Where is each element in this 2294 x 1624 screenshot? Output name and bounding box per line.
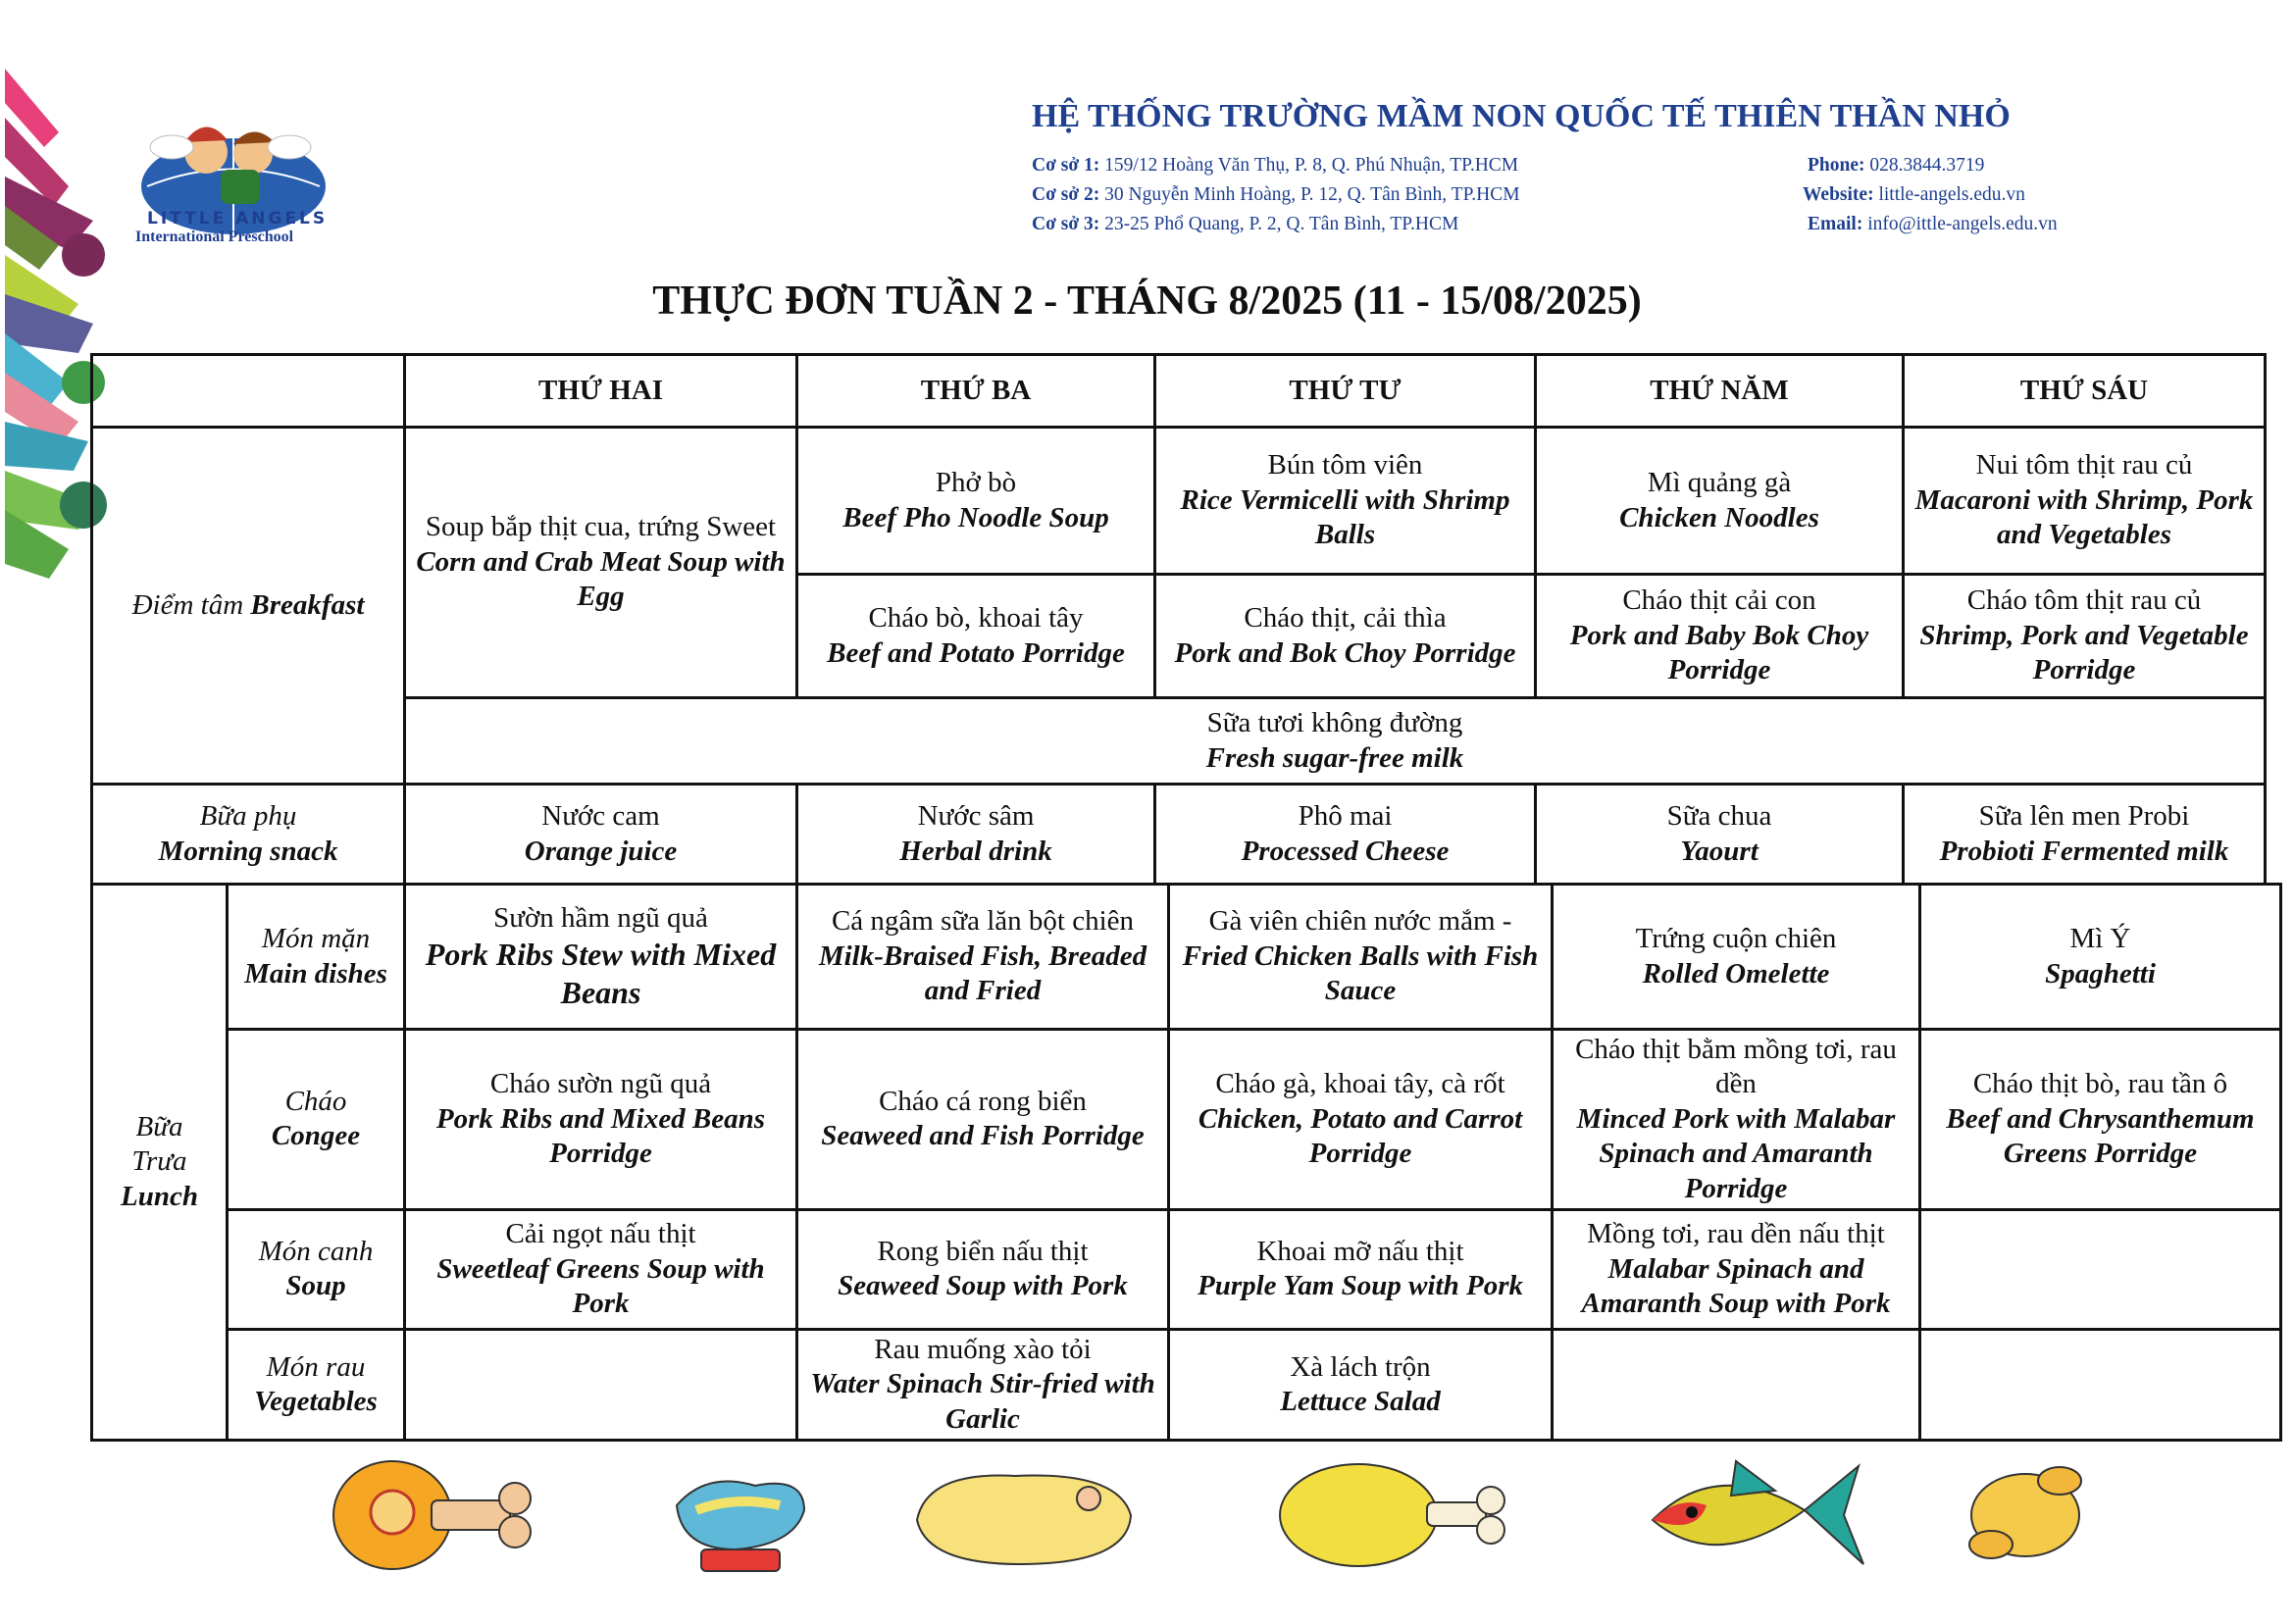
breakfast-friday-1: Nui tôm thịt rau củ Macaroni with Shrimp, Pork and Vegetables [1904, 428, 2266, 575]
breakfast-label: Điểm tâm Breakfast [92, 428, 405, 785]
snack-friday: Sữa lên men Probi Probioti Fermented milk [1904, 785, 2266, 885]
breakfast-thursday-1: Mì quảng gà Chicken Noodles [1536, 428, 1904, 575]
day-tuesday: THỨ BA [797, 355, 1155, 428]
congee-monday: Cháo sườn ngũ quả Pork Ribs and Mixed Beans Porridge [405, 1030, 797, 1210]
contact-website: Website: little-angels.edu.vn [1803, 184, 2025, 205]
menu-table-lunch [90, 883, 2282, 1442]
snack-tuesday: Nước sâm Herbal drink [797, 785, 1155, 885]
snack-monday: Nước cam Orange juice [405, 785, 797, 885]
menu-title: THỰC ĐƠN TUẦN 2 - THÁNG 8/2025 (11 - 15/08/2025) [652, 279, 1642, 324]
soup-thursday: Mồng tơi, rau dền nấu thịt Malabar Spinach and Amaranth Soup with Pork [1553, 1209, 1920, 1329]
lunch-label: Bữa Trưa Lunch [92, 885, 228, 1441]
soup-label: Món canh Soup [228, 1209, 405, 1329]
breakfast-wednesday-1: Bún tôm viên Rice Vermicelli with Shrimp Balls [1155, 428, 1536, 575]
main-thursday: Trứng cuộn chiên Rolled Omelette [1553, 885, 1920, 1030]
veg-friday [1920, 1329, 2281, 1440]
breakfast-thursday-2: Cháo thịt cải con Pork and Baby Bok Choy Porridge [1536, 575, 1904, 698]
breakfast-row-1 [92, 428, 2266, 575]
menu-table-morning [90, 353, 2267, 886]
soup-tuesday: Rong biển nấu thịt Seaweed Soup with Pork [797, 1209, 1169, 1329]
main-friday: Mì Ý Spaghetti [1920, 885, 2281, 1030]
drumstick-icon [1275, 1451, 1520, 1579]
chicken-leg-icon [324, 1451, 569, 1579]
congee-friday: Cháo thịt bò, rau tần ô Beef and Chrysanthemum Greens Porridge [1920, 1030, 2281, 1210]
lunch-soup-row [92, 1209, 2281, 1329]
day-header-row [92, 355, 2266, 428]
breakfast-wednesday-2: Cháo thịt, cải thìa Pork and Bok Choy Porridge [1155, 575, 1536, 698]
campus-1: Cơ sở 1: 159/12 Hoàng Văn Thụ, P. 8, Q. Phú Nhuận, TP.HCM [1032, 155, 1519, 176]
soup-friday [1920, 1209, 2281, 1329]
veg-thursday [1553, 1329, 1920, 1440]
main-wednesday: Gà viên chiên nước mắm - Fried Chicken Balls with Fish Sauce [1169, 885, 1553, 1030]
fish-icon [1638, 1451, 1873, 1579]
logo-subtitle: International Preschool [135, 228, 294, 245]
ham-icon [907, 1451, 1143, 1579]
contact-email: Email: info@ittle-angels.edu.vn [1808, 214, 2058, 234]
breakfast-tuesday-1: Phở bò Beef Pho Noodle Soup [797, 428, 1155, 575]
logo-brand: LITTLE ANGELS [147, 209, 329, 228]
congee-label: Cháo Congee [228, 1030, 405, 1210]
snack-row [92, 785, 2266, 885]
school-system-title: HỆ THỐNG TRƯỜNG MẦM NON QUỐC TẾ THIÊN THẦN NHỎ [1032, 98, 2011, 134]
main-tuesday: Cá ngâm sữa lăn bột chiên Milk-Braised Fish, Breaded and Fried [797, 885, 1169, 1030]
snack-wednesday: Phô mai Processed Cheese [1155, 785, 1536, 885]
steak-icon [667, 1451, 814, 1579]
day-wednesday: THỨ TƯ [1155, 355, 1536, 428]
lunch-veg-row [92, 1329, 2281, 1440]
breakfast-friday-2: Cháo tôm thịt rau củ Shrimp, Pork and Vegetable Porridge [1904, 575, 2266, 698]
day-thursday: THỨ NĂM [1536, 355, 1904, 428]
soup-monday: Cải ngọt nấu thịt Sweetleaf Greens Soup with Pork [405, 1209, 797, 1329]
soup-wednesday: Khoai mỡ nấu thịt Purple Yam Soup with Pork [1169, 1209, 1553, 1329]
lunch-main-row [92, 885, 2281, 1030]
roast-chicken-icon [1952, 1451, 2099, 1579]
breakfast-milk: Sữa tươi không đường Fresh sugar-free milk [405, 698, 2266, 785]
veg-wednesday: Xà lách trộn Lettuce Salad [1169, 1329, 1553, 1440]
breakfast-monday: Soup bắp thịt cua, trứng Sweet Corn and Crab Meat Soup with Egg [405, 428, 797, 698]
campus-3: Cơ sở 3: 23-25 Phổ Quang, P. 2, Q. Tân Bình, TP.HCM [1032, 214, 1459, 234]
veg-label: Món rau Vegetables [228, 1329, 405, 1440]
contact-phone: Phone: 028.3844.3719 [1808, 155, 1985, 176]
main-dishes-label: Món mặn Main dishes [228, 885, 405, 1030]
congee-thursday: Cháo thịt bằm mồng tơi, rau dền Minced Pork with Malabar Spinach and Amaranth Porridge [1553, 1030, 1920, 1210]
day-friday: THỨ SÁU [1904, 355, 2266, 428]
snack-label: Bữa phụ Morning snack [92, 785, 405, 885]
congee-tuesday: Cháo cá rong biển Seaweed and Fish Porridge [797, 1030, 1169, 1210]
veg-tuesday: Rau muống xào tỏi Water Spinach Stir-fried with Garlic [797, 1329, 1169, 1440]
snack-thursday: Sữa chua Yaourt [1536, 785, 1904, 885]
veg-monday [405, 1329, 797, 1440]
breakfast-milk-row [92, 698, 2266, 785]
lunch-congee-row [92, 1030, 2281, 1210]
congee-wednesday: Cháo gà, khoai tây, cà rốt Chicken, Potato and Carrot Porridge [1169, 1030, 1553, 1210]
header-corner [92, 355, 405, 428]
campus-2: Cơ sở 2: 30 Nguyễn Minh Hoàng, P. 12, Q. Tân Bình, TP.HCM [1032, 184, 1520, 205]
day-monday: THỨ HAI [405, 355, 797, 428]
main-monday: Sườn hầm ngũ quả Pork Ribs Stew with Mixed Beans [405, 885, 797, 1030]
breakfast-tuesday-2: Cháo bò, khoai tây Beef and Potato Porridge [797, 575, 1155, 698]
